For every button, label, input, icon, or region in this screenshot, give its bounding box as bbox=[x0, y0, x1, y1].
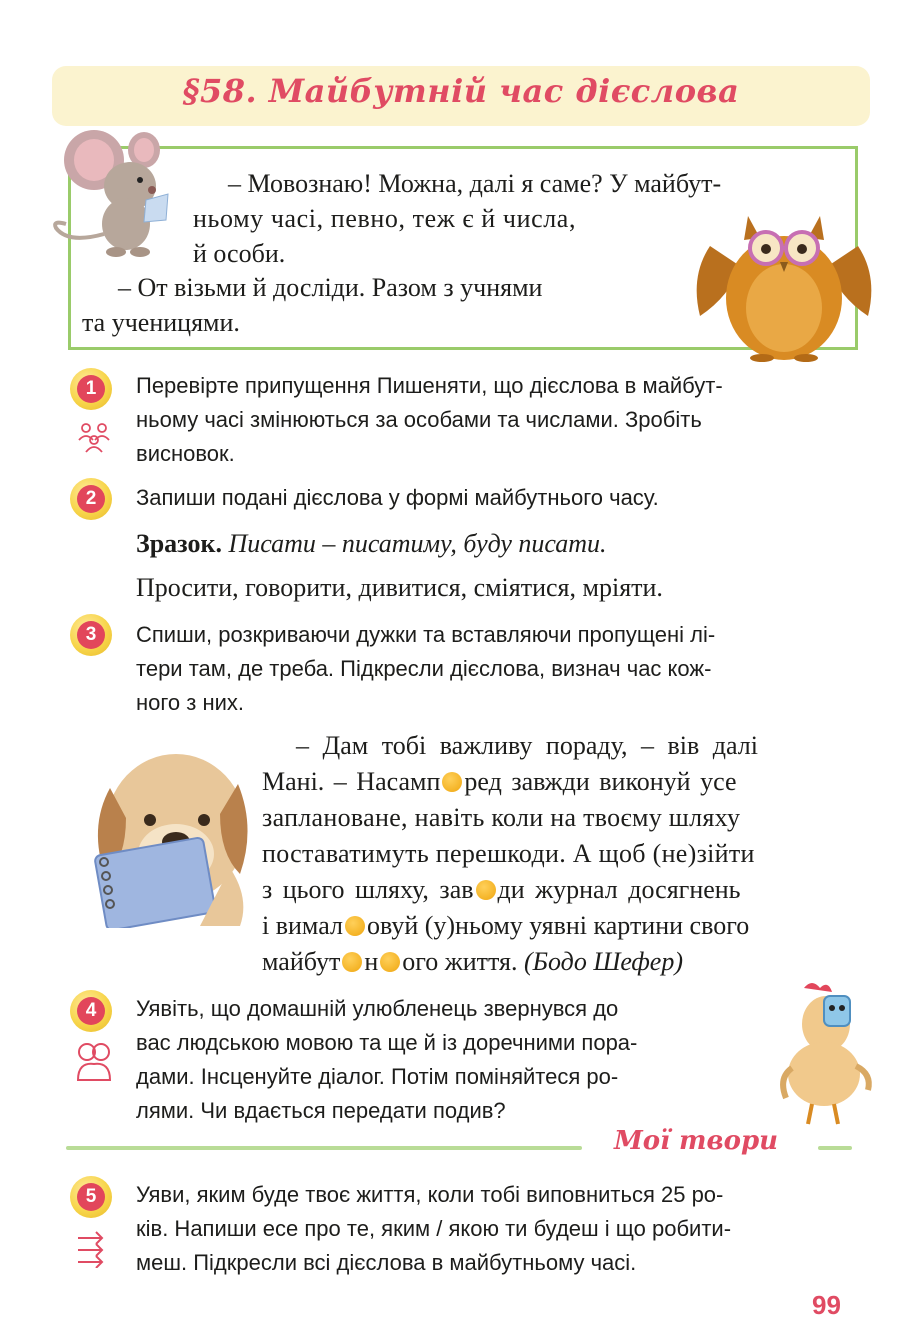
task-5-line-3: меш. Підкресли всі дієслова в майбутньому часі. bbox=[136, 1250, 637, 1275]
task-2-number: 2 bbox=[77, 485, 105, 513]
section-label: Мої твори bbox=[614, 1126, 779, 1156]
passage-line-4: поставатимуть перешкоди. А щоб (не)зійти bbox=[262, 839, 755, 868]
page-title: §58. Майбутній час дієслова bbox=[182, 72, 740, 110]
passage-line-5b: ди журнал досягнень bbox=[497, 875, 741, 904]
gap-marker bbox=[442, 772, 462, 792]
title-band bbox=[52, 66, 870, 126]
task-3-badge bbox=[70, 614, 112, 656]
passage-line-5a: з цього шляху, зав bbox=[262, 875, 474, 904]
passage-line-6a: і вимал bbox=[262, 911, 343, 940]
task-4-number: 4 bbox=[77, 997, 105, 1025]
task-3-line-2: тери там, де треба. Підкресли дієслова, визнач час кож- bbox=[136, 656, 712, 681]
task-5-badge bbox=[70, 1176, 112, 1218]
passage-author: (Бодо Шефер) bbox=[517, 947, 683, 976]
dialog-line-4: – От візьми й досліди. Разом з учнями bbox=[118, 273, 543, 302]
owl-illustration bbox=[690, 206, 878, 362]
passage-line-7b: н bbox=[364, 947, 379, 976]
task-1-line-2: ньому часі змінюються за особами та числами. Зробіть bbox=[136, 407, 702, 432]
dialog-line-2: ньому часі, певно, теж є й числа, bbox=[193, 204, 577, 233]
task-1-badge bbox=[70, 368, 112, 410]
dialog-line-5: та ученицями. bbox=[82, 308, 240, 337]
task-2-line-1: Запиши подані дієслова у формі майбутнього часу. bbox=[136, 485, 659, 510]
passage-line-2a: Мані. – Насамп bbox=[262, 767, 441, 796]
task-5-number: 5 bbox=[77, 1183, 105, 1211]
task-3-line-3: ного з них. bbox=[136, 690, 245, 715]
task-2-sample bbox=[136, 526, 607, 562]
task-2-words: Просити, говорити, дивитися, сміятися, мріяти. bbox=[136, 573, 663, 602]
gap-marker bbox=[476, 880, 496, 900]
gap-marker bbox=[345, 916, 365, 936]
task-4-badge bbox=[70, 990, 112, 1032]
pair-icon bbox=[74, 1040, 114, 1084]
dialog-line-3: й особи. bbox=[193, 239, 286, 268]
task-5-line-1: Уяви, яким буде твоє життя, коли тобі виповниться 25 ро- bbox=[136, 1182, 724, 1207]
passage-line-7 bbox=[262, 944, 683, 980]
task-3-line-1: Спиши, розкриваючи дужки та вставляючи пропущені лі- bbox=[136, 622, 716, 647]
task-4-line-4: лями. Чи вдається передати подив? bbox=[136, 1098, 506, 1123]
task-4-line-2: вас людською мовою та ще й із доречними пора- bbox=[136, 1030, 638, 1055]
passage-line-1: – Дам тобі важливу пораду, – вів далі bbox=[296, 731, 758, 760]
gap-marker bbox=[380, 952, 400, 972]
gap-marker bbox=[342, 952, 362, 972]
passage-line-5 bbox=[262, 872, 741, 908]
task-4-line-1: Уявіть, що домашній улюбленець звернувся до bbox=[136, 996, 619, 1021]
task-4-line-3: дами. Інсценуйте діалог. Потім поміняйтеся ро- bbox=[136, 1064, 619, 1089]
mouse-illustration bbox=[48, 124, 178, 260]
sample-label: Зразок. bbox=[136, 529, 222, 558]
task-1-line-3: висновок. bbox=[136, 441, 235, 466]
passage-line-6b: овуй (у)ньому уявні картини свого bbox=[366, 911, 750, 940]
passage-line-7c: ого життя. bbox=[402, 947, 518, 976]
group-icon bbox=[76, 420, 112, 454]
sample-text: Писати – писатиму, буду писати. bbox=[221, 529, 607, 558]
passage-line-2b: ред завжди виконуй усе bbox=[464, 767, 737, 796]
page-number: 99 bbox=[812, 1290, 841, 1320]
passage-line-6 bbox=[262, 908, 749, 944]
passage-line-7a: майбут bbox=[262, 947, 341, 976]
creative-writing-icon bbox=[74, 1228, 114, 1268]
task-2-badge bbox=[70, 478, 112, 520]
passage-line-2 bbox=[262, 764, 737, 800]
task-1-number: 1 bbox=[77, 375, 105, 403]
task-3-number: 3 bbox=[77, 621, 105, 649]
task-1-line-1: Перевірте припущення Пишеняти, що дієслова в майбут- bbox=[136, 373, 723, 398]
passage-line-3: заплановане, навіть коли на твоєму шляху bbox=[262, 803, 741, 832]
task-5-line-2: ків. Напиши есе про те, яким / якою ти будеш і що робити- bbox=[136, 1216, 732, 1241]
section-divider-left bbox=[66, 1146, 582, 1150]
section-divider-right bbox=[818, 1146, 852, 1150]
dialog-line-1: – Мовознаю! Можна, далі я саме? У майбут- bbox=[228, 169, 722, 198]
chicken-illustration bbox=[776, 978, 876, 1128]
dog-illustration bbox=[80, 738, 260, 928]
